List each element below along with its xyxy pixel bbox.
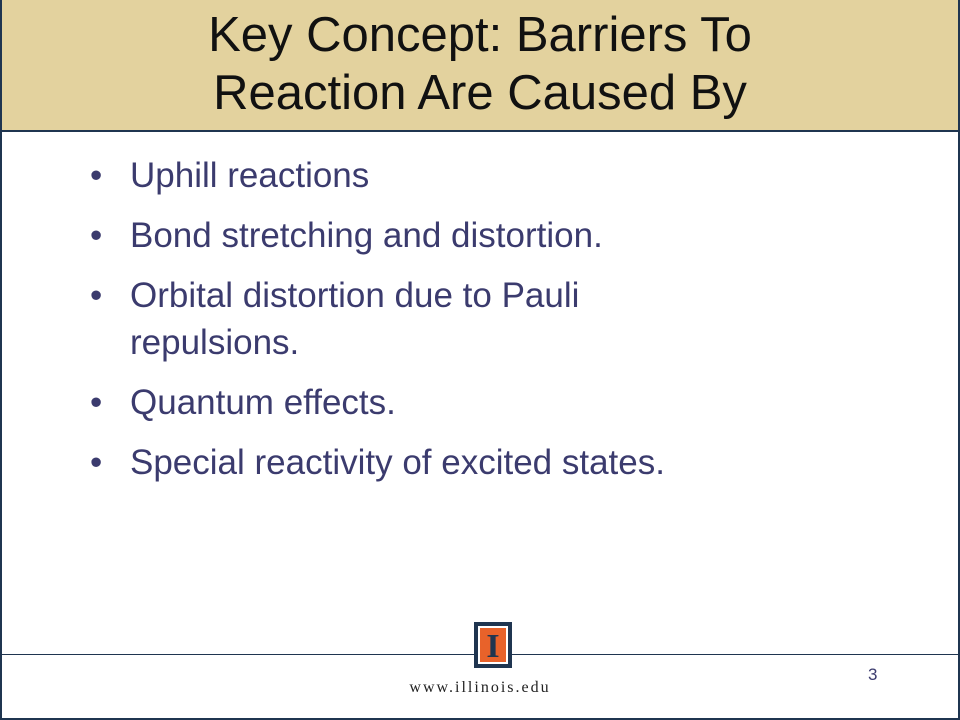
bullet-text: Special reactivity of excited states. (130, 443, 665, 482)
bullet-text-line-2: repulsions. (130, 323, 300, 362)
slide-title (2, 6, 958, 122)
bullet-text: Quantum effects. (130, 383, 396, 422)
bullet-text: Uphill reactions (130, 156, 370, 195)
bullet-item-bond-stretching (90, 212, 890, 259)
logo-letter: I (486, 628, 500, 665)
bullet-text: Bond stretching and distortion. (130, 216, 603, 255)
page-number: 3 (868, 665, 878, 684)
bullet-item-uphill (90, 152, 890, 199)
title-banner (2, 0, 958, 132)
bullet-dot: • (90, 216, 103, 255)
bullet-dot: • (90, 156, 103, 195)
bullet-item-quantum-effects (90, 379, 890, 426)
bullet-dot: • (90, 383, 103, 422)
slide-title-line-1: Key Concept: Barriers To (208, 8, 752, 62)
illinois-block-i-logo-icon (474, 622, 512, 668)
bullet-item-excited-states (90, 439, 890, 486)
bullet-text-line-1: Orbital distortion due to Pauli (130, 276, 580, 315)
bullet-item-orbital-distortion (90, 272, 890, 366)
footer-url: www.illinois.edu (409, 679, 551, 696)
bullet-dot: • (90, 443, 103, 482)
slide-title-line-2: Reaction Are Caused By (213, 66, 747, 120)
bullet-list (90, 152, 890, 499)
bullet-dot: • (90, 276, 103, 315)
